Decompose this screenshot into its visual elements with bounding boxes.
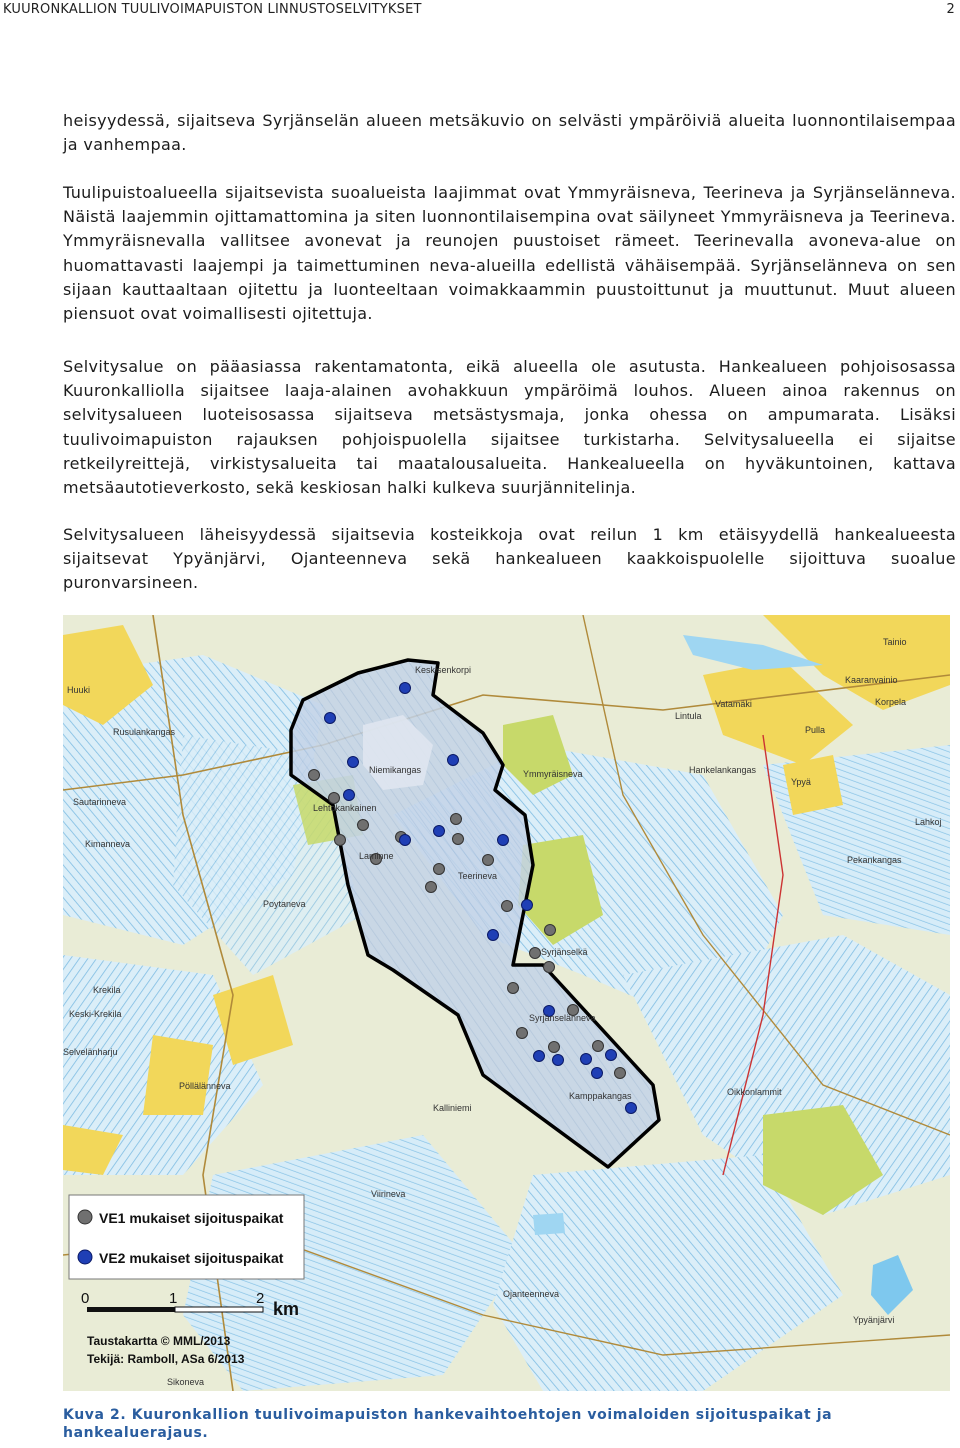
paragraph-1: heisyydessä, sijaitseva Syrjänselän alueen metsäkuvio on selvästi ympäröiviä alueita luonnontilaisempaa ja vanhempaa. xyxy=(63,111,956,155)
place-label: Kaaranvainio xyxy=(845,675,898,685)
ve2-legend-label: VE2 mukaiset sijoituspaikat xyxy=(99,1250,284,1266)
place-label: Teerineva xyxy=(458,871,498,881)
ve2-turbine-site xyxy=(400,835,411,846)
place-label: Syrjänselänneva xyxy=(529,1013,596,1023)
place-label: Keskisenkorpi xyxy=(415,665,472,675)
scale-label-1: 1 xyxy=(169,1290,178,1307)
place-label: Niemikangas xyxy=(369,765,422,775)
ve2-turbine-site xyxy=(592,1068,603,1079)
ve1-turbine-site xyxy=(335,835,346,846)
ve2-turbine-site xyxy=(434,826,445,837)
project-area-map xyxy=(63,615,950,1391)
paragraph-4: Selvitysalueen läheisyydessä sijaitsevia kosteikkoja ovat reilun 1 km etäisyydellä hankealueesta sijaitsevat Ypyänjärvi, Ojanteenneva sekä hankealueen kaakkoispuolelle sijoittuva suoalue puronvarsineen. xyxy=(63,525,956,593)
place-label: Lehtokankainen xyxy=(313,803,377,813)
place-label: Ypyä xyxy=(791,777,811,787)
place-label: Pekankangas xyxy=(847,855,902,865)
credit-line-2: Tekijä: Ramboll, ASa 6/2013 xyxy=(87,1352,245,1366)
ve1-turbine-site xyxy=(549,1042,560,1053)
ve1-turbine-site xyxy=(483,855,494,866)
place-label: Syrjänselkä xyxy=(541,947,588,957)
paragraph-3: Selvitysalue on pääasiassa rakentamatonta, eikä alueella ole asutusta. Hankealueen pohjoisosassa Kuuronkalliolla sijaitsee laaja-alainen avohakkuun ympäröimä louhos. Alueen ainoa rakennus on selvitysalueen luoteisosassa sijaitseva metsästysmaja, jonka ohessa on ampumarata. Lisäksi tuulivoimapuiston rajauksen pohjoispuolella sijaitsee turkistarha. Selvitysalueella ei sijaitse retkeilyreittejä, virkistysalueita tai maatalousalueita. Hankealueella on hyväkuntoinen, kattava metsäautotieverkosto, sekä keskiosan halki kulkeva suurjännitelinja. xyxy=(63,357,956,498)
header-title: KUURONKALLION TUULIVOIMAPUISTON LINNUSTOSELVITYKSET xyxy=(3,2,422,17)
ve2-turbine-site xyxy=(344,790,355,801)
ve1-turbine-site xyxy=(544,962,555,973)
place-label: Rusulankangas xyxy=(113,727,176,737)
ve1-turbine-site xyxy=(517,1028,528,1039)
place-label: Selvelänharju xyxy=(63,1047,118,1057)
ve1-legend-label: VE1 mukaiset sijoituspaikat xyxy=(99,1210,284,1226)
place-label: Krekila xyxy=(93,985,121,995)
place-label: Pulla xyxy=(805,725,826,735)
place-label: Ypyänjärvi xyxy=(853,1315,895,1325)
ve1-turbine-site xyxy=(530,948,541,959)
ve1-turbine-site xyxy=(615,1068,626,1079)
page-number: 2 xyxy=(946,2,955,17)
ve2-turbine-site xyxy=(498,835,509,846)
ve2-turbine-site xyxy=(448,755,459,766)
place-label: Korpela xyxy=(875,697,907,707)
running-header xyxy=(0,0,960,22)
ve1-turbine-site xyxy=(545,925,556,936)
ve2-legend-symbol xyxy=(78,1250,92,1264)
place-label: Ymmyräisneva xyxy=(523,769,583,779)
place-label: Lintula xyxy=(675,711,702,721)
ve1-turbine-site xyxy=(508,983,519,994)
ve1-turbine-site xyxy=(358,820,369,831)
figure-caption: Kuva 2. Kuuronkallion tuulivoimapuiston hankevaihtoehtojen voimaloiden sijoituspaikat ja hankealuerajaus. xyxy=(63,1407,833,1441)
ve1-turbine-site xyxy=(593,1041,604,1052)
place-label: Huuki xyxy=(67,685,91,695)
ve2-turbine-site xyxy=(400,683,411,694)
ve1-legend-symbol xyxy=(78,1210,92,1224)
ve1-turbine-site xyxy=(329,793,340,804)
place-label: Pöllälänneva xyxy=(179,1081,231,1091)
place-label: Ojanteenneva xyxy=(503,1289,560,1299)
map-figure xyxy=(63,615,950,1391)
place-label: Tainio xyxy=(883,637,907,647)
place-label: Kamppakangas xyxy=(569,1091,632,1101)
place-label: Keski-Krekila xyxy=(69,1009,122,1019)
paragraph-2: Tuulipuistoalueella sijaitsevista suoalueista laajimmat ovat Ymmyräisneva, Teerineva ja Syrjänselänneva. Näistä laajemmin ojittamattomina ja siten luonnontilaisempina ovat säilyneet Ymmyräisneva ja Teerineva. Ymmyräisnevalla vallitsee avonevat ja reunojen puustoiset rämeet. Teerinevalla avoneva-alue on huomattavasti laajempi ja taimettuminen neva-alueilla edellistä vähäisempää. Syrjänselänneva on sen sijaan kauttaaltaan ojitettu ja luonteeltaan voimakkaammin puustoittunut ja muuttunut. Muut alueen piensuot ovat voimallisesti ojitettuja. xyxy=(63,183,956,324)
scale-unit: km xyxy=(273,1299,300,1319)
place-label: Vatamäki xyxy=(715,699,752,709)
credit-line-1: Taustakartta © MML/2013 xyxy=(87,1334,231,1348)
ve1-turbine-site xyxy=(434,864,445,875)
ve2-turbine-site xyxy=(606,1050,617,1061)
scale-label-2: 2 xyxy=(256,1290,265,1307)
ve2-turbine-site xyxy=(325,713,336,724)
place-label: Kalliniemi xyxy=(433,1103,472,1113)
ve1-turbine-site xyxy=(502,901,513,912)
ve2-turbine-site xyxy=(522,900,533,911)
place-label: Poytaneva xyxy=(263,899,306,909)
place-label: Hankelankangas xyxy=(689,765,757,775)
scale-label-0: 0 xyxy=(81,1290,90,1307)
ve2-turbine-site xyxy=(348,757,359,768)
ve2-turbine-site xyxy=(534,1051,545,1062)
place-label: Kimanneva xyxy=(85,839,131,849)
ve1-turbine-site xyxy=(451,814,462,825)
ve2-turbine-site xyxy=(581,1054,592,1065)
ve2-turbine-site xyxy=(488,930,499,941)
map-legend xyxy=(69,1195,304,1279)
ve2-turbine-site xyxy=(626,1103,637,1114)
ve1-turbine-site xyxy=(453,834,464,845)
place-label: Laminne xyxy=(359,851,394,861)
place-label: Oikkonlammit xyxy=(727,1087,782,1097)
ve1-turbine-site xyxy=(426,882,437,893)
place-label: Viirineva xyxy=(371,1189,406,1199)
ve1-turbine-site xyxy=(309,770,320,781)
place-label: Lahkoj xyxy=(915,817,942,827)
place-label: Sikoneva xyxy=(167,1377,205,1387)
ve2-turbine-site xyxy=(553,1055,564,1066)
place-label: Sautarinneva xyxy=(73,797,127,807)
